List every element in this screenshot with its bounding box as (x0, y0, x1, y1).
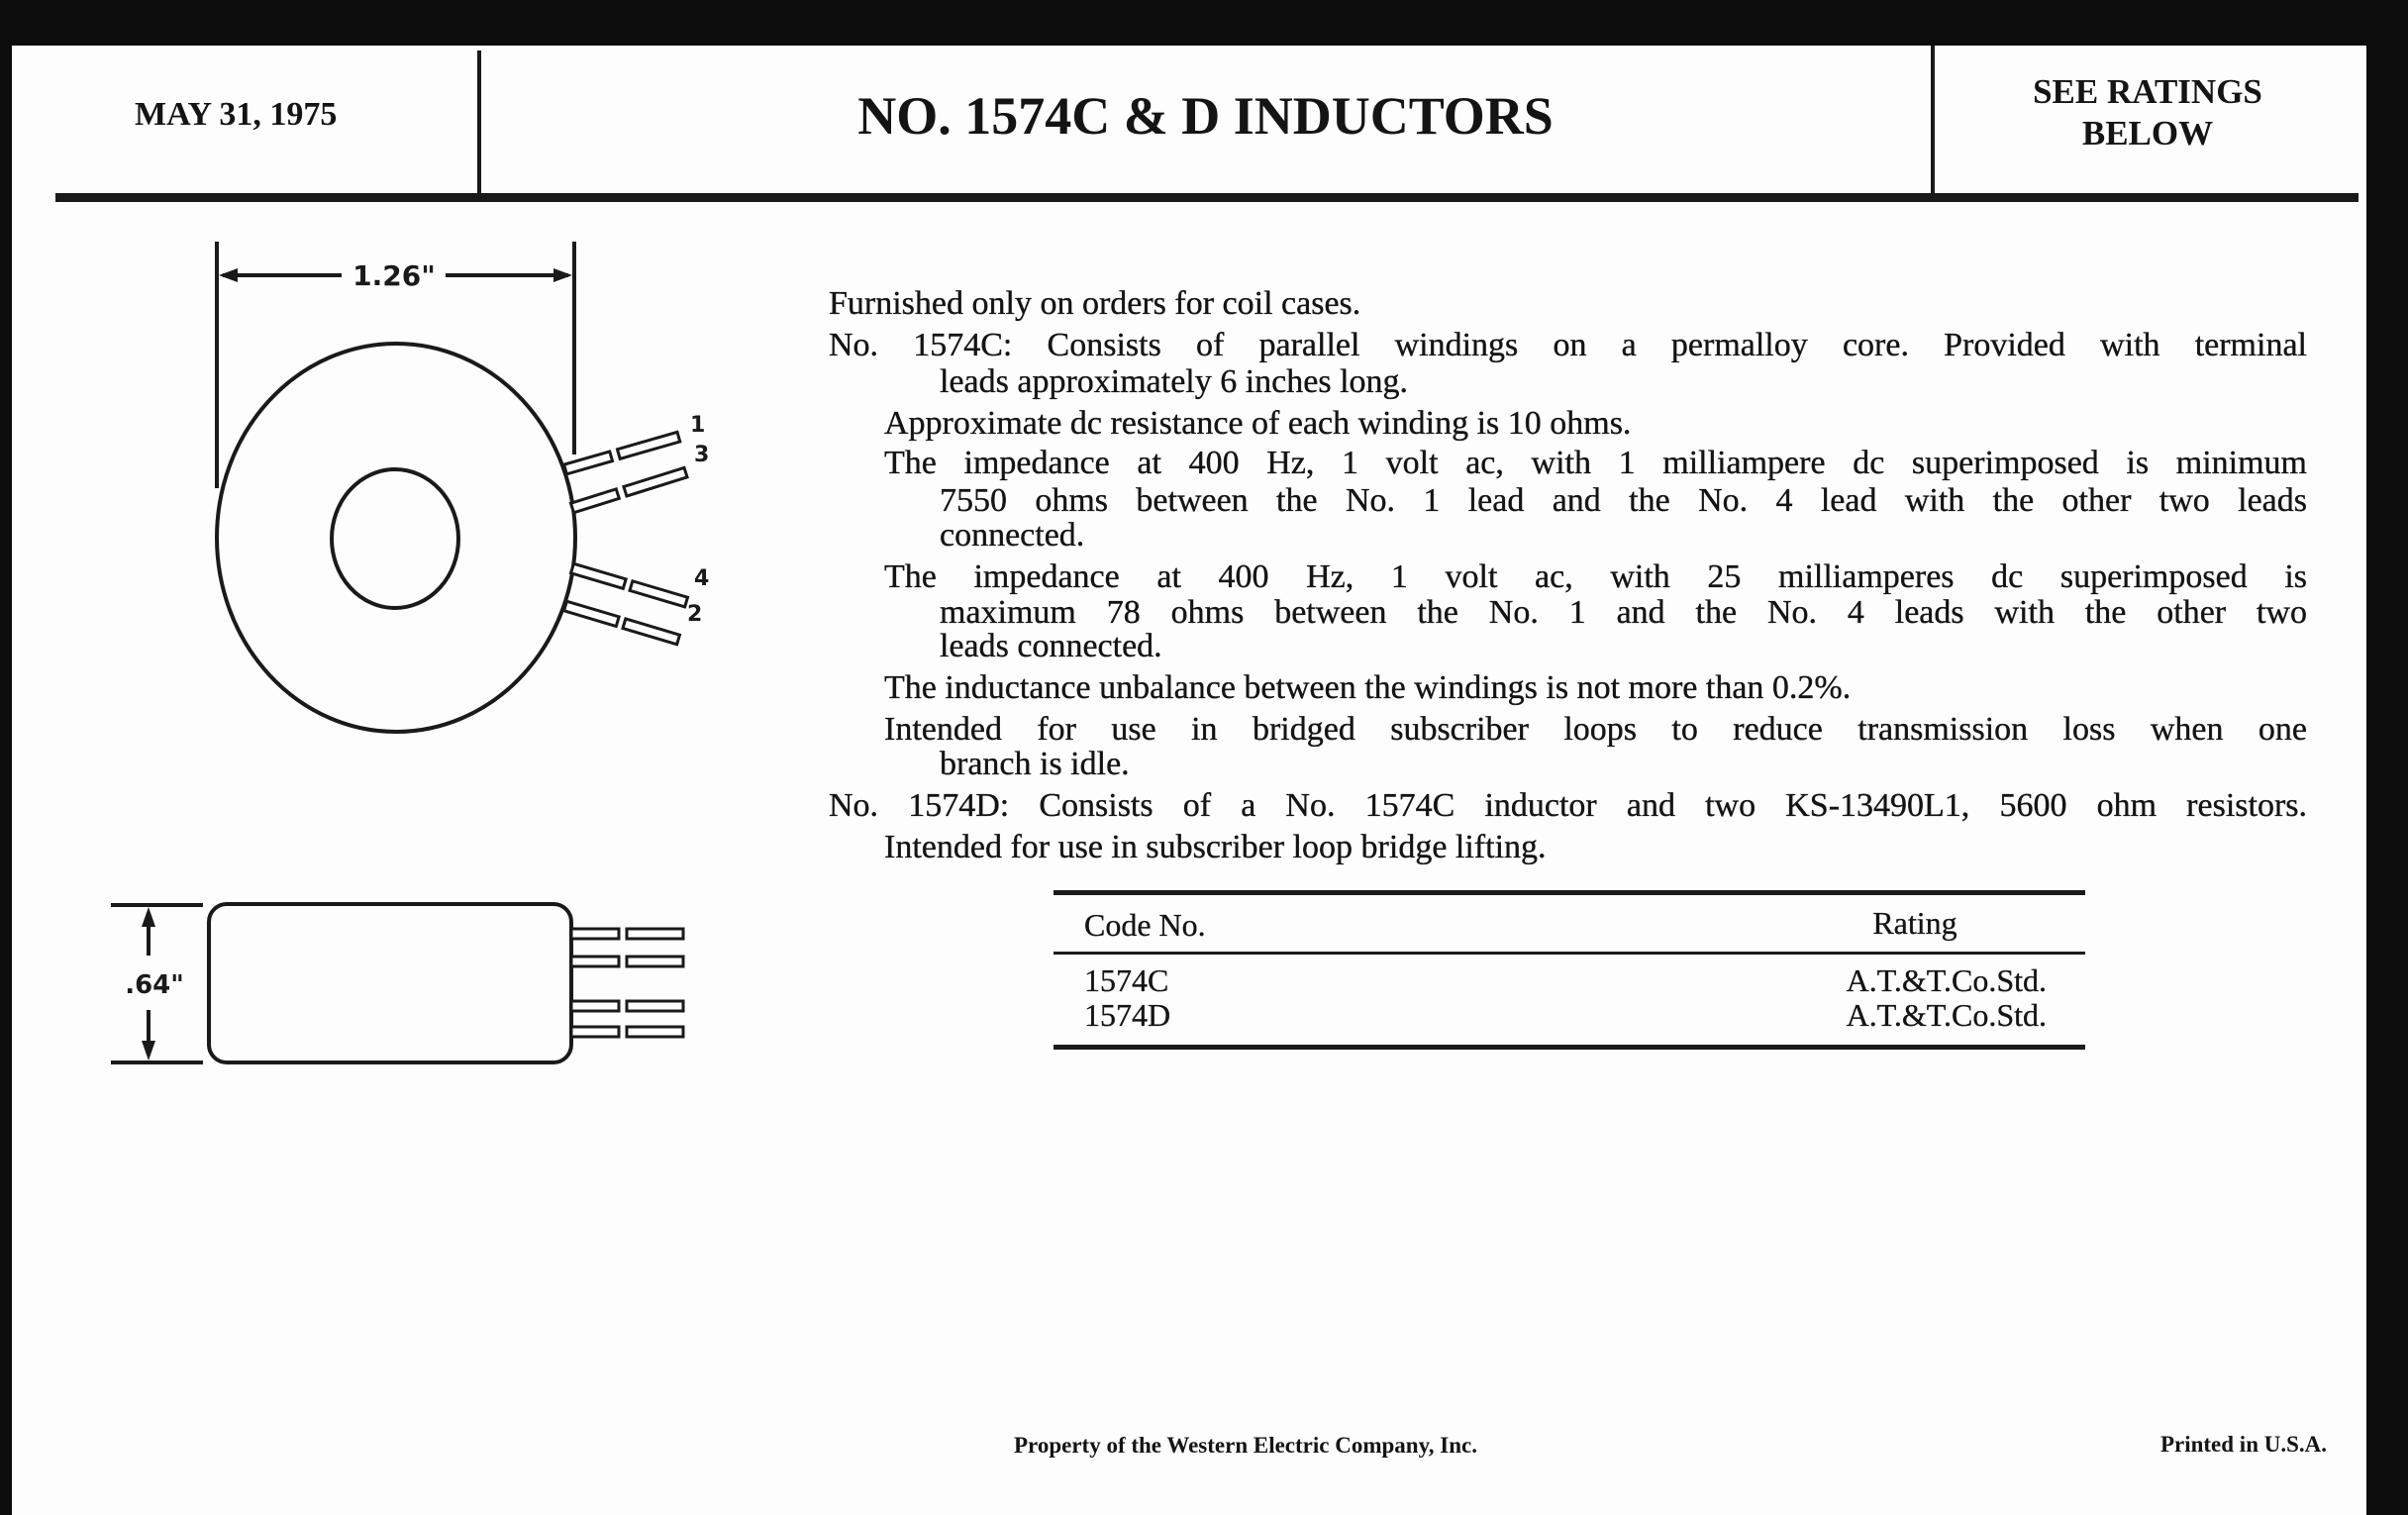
footer-property: Property of the Western Electric Company, Inc. (1013, 1433, 1478, 1458)
table-top-rule (1054, 890, 2085, 895)
inductor-side-body (209, 904, 571, 1062)
ratings-note-line1: SEE RATINGS (2033, 72, 2262, 111)
table-bottom-rule (1054, 1045, 2085, 1050)
rating-cell: A.T.&T.Co.Std. (1846, 962, 2047, 998)
body-line: branch is idle. (940, 746, 1130, 782)
body-line: 7550 ohms between the No. 1 lead and the No. 4 lead with the other two leads (940, 482, 2307, 519)
table-header-rule (1054, 952, 2085, 955)
lead-label-3: 3 (694, 443, 710, 467)
width-dimension-label: 1.26" (352, 259, 436, 292)
lead-4 (571, 563, 688, 607)
footer-printed: Printed in U.S.A. (2159, 1432, 2327, 1457)
arrow-left-icon (219, 268, 238, 282)
body-line: No. 1574D: Consists of a No. 1574C inductor and two KS-13490L1, 5600 ohm resistors. (829, 787, 2307, 824)
body-line: Intended for use in subscriber loop bridge lifting. (884, 829, 1547, 865)
ratings-note (1935, 71, 2360, 154)
date: MAY 31, 1975 (135, 96, 338, 133)
body-line: The impedance at 400 Hz, 1 volt ac, with 1 milliampere dc superimposed is minimum (884, 445, 2307, 481)
side-leads (571, 929, 683, 1037)
rating-cell: A.T.&T.Co.Std. (1846, 997, 2047, 1033)
body-line: No. 1574C: Consists of parallel windings on a permalloy core. Provided with terminal (829, 327, 2307, 363)
body-line: Intended for use in bridged subscriber loops to reduce transmission loss when one (884, 711, 2307, 748)
lead-1 (564, 432, 680, 473)
lead-2 (564, 601, 680, 645)
inductor-drawing (0, 0, 792, 1515)
lead-label-4: 4 (694, 566, 710, 591)
column-header-code: Code No. (1084, 907, 1206, 943)
code-cell: 1574D (1084, 997, 1171, 1033)
toroid-inner (332, 469, 458, 608)
toroid-outer (217, 344, 575, 732)
body-line: leads approximately 6 inches long. (940, 363, 1409, 400)
body-line: leads connected. (940, 628, 1162, 664)
body-line: The impedance at 400 Hz, 1 volt ac, with 25 milliamperes dc superimposed is (884, 558, 2307, 595)
body-line: The inductance unbalance between the windings is not more than 0.2%. (884, 669, 1852, 706)
height-dimension-label: .64" (125, 970, 184, 1000)
lead-3 (571, 467, 687, 512)
body-line: Approximate dc resistance of each winding is 10 ohms. (884, 405, 1632, 442)
arrow-down-icon (142, 1041, 155, 1060)
code-cell: 1574C (1084, 962, 1169, 998)
ratings-note-line2: BELOW (2081, 114, 2214, 152)
page-title: NO. 1574C & D INDUCTORS (857, 86, 1554, 146)
arrow-right-icon (553, 268, 572, 282)
body-line: maximum 78 ohms between the No. 1 and the No. 4 leads with the other two (940, 594, 2307, 631)
lead-label-2: 2 (687, 602, 703, 627)
body-line: Furnished only on orders for coil cases. (829, 285, 1361, 322)
column-header-rating: Rating (1872, 905, 1957, 941)
body-line: connected. (940, 517, 1085, 554)
lead-label-1: 1 (690, 413, 706, 438)
arrow-up-icon (142, 907, 155, 927)
